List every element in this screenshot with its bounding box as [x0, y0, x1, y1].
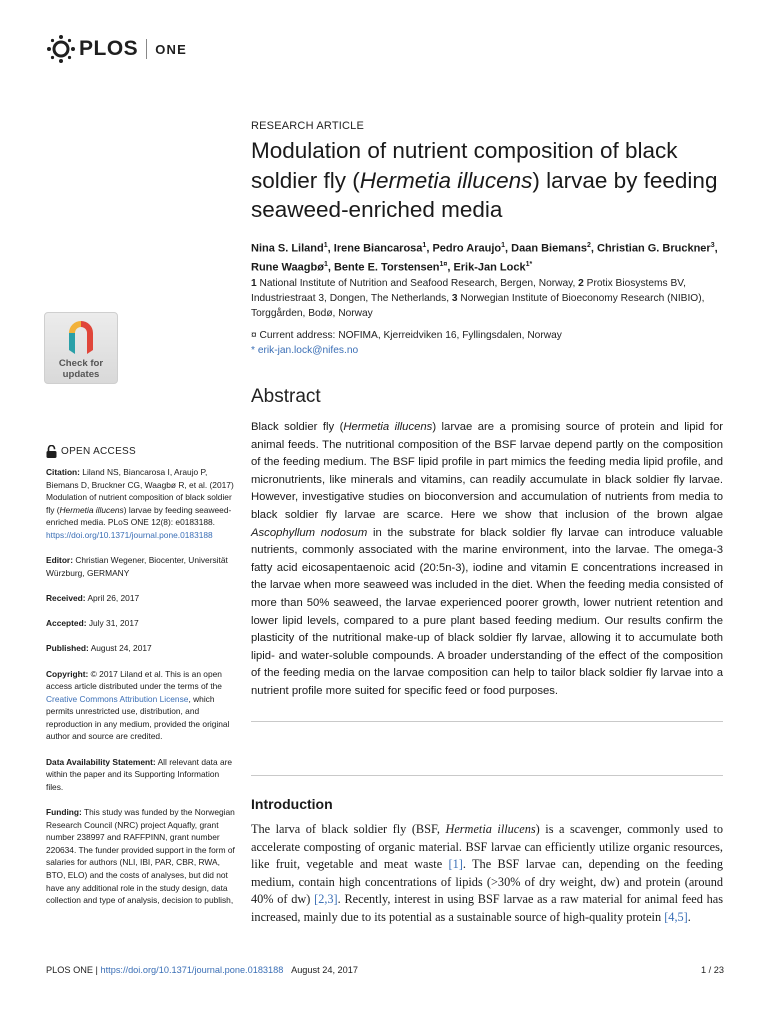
citation — [46, 466, 236, 542]
author-name[interactable]: Bente E. Torstensen — [333, 261, 440, 274]
author-affiliation-marker: 2 — [586, 242, 591, 249]
editor-label: Editor: — [46, 555, 73, 566]
current-address — [251, 329, 731, 344]
affiliation-text: Protix Biosystems BV, Industriestraat 3, Dongen, The Netherlands, — [251, 278, 686, 304]
reference-link[interactable]: [2,3] — [314, 892, 338, 906]
abstract-species: Hermetia illucens — [343, 421, 433, 433]
title-species: Hermetia illucens — [359, 167, 533, 193]
article-title — [251, 136, 731, 225]
author-affiliation-marker: 1 — [323, 260, 328, 268]
affiliation-number: 2 — [578, 278, 584, 289]
author-affiliation-marker: 1¤ — [439, 260, 448, 268]
accepted — [46, 617, 236, 630]
open-access-label — [46, 445, 136, 458]
copyright-text: © 2017 Liland et al. This is an open access article distributed under the terms of the — [46, 668, 222, 692]
intro-text: The larva of black soldier fly (BSF, — [251, 822, 446, 836]
footer-date: August 24, 2017 — [291, 965, 358, 975]
abstract-text: ) larvae are a promising source of protein and lipid for animal feeds. The nutritional composition of the BSF larvae depend partly on the composition of the feeding medium. The BSF lipid profile in part mimics the feeding media lipid profile, and micronutrients, like minerals and vitamins, can readily accumulate in black soldier fly larvae. However, investigative studies on bioconversion and accumulation of nutrients from media to black soldier fly larvae are scarce. Here we show that inclusion of the brown algae — [251, 421, 723, 521]
received — [46, 592, 236, 605]
citation-text: ) larvae by feeding seaweed-enriched media. PLoS ONE 12(8): e0183188. — [46, 504, 232, 528]
open-lock-icon — [46, 445, 57, 458]
section-divider — [251, 721, 723, 722]
copyright-label: Copyright: — [46, 668, 89, 679]
footer-doi-link[interactable]: https://doi.org/10.1371/journal.pone.0183188 — [100, 965, 284, 975]
author-notes — [251, 329, 731, 358]
abstract-body — [251, 419, 723, 701]
intro-species: Hermetia illucens — [445, 822, 536, 836]
affiliation-text: Norwegian Institute of Bioeconomy Research (NIBIO), Torggården, Bodø, Norway — [251, 292, 705, 319]
data-availability-label: Data Availability Statement: — [46, 756, 156, 767]
logo-divider — [146, 39, 147, 59]
accepted-label: Accepted: — [46, 618, 87, 629]
author-name[interactable]: Erik-Jan Lock — [453, 261, 526, 274]
reference-link[interactable]: [4,5] — [664, 909, 688, 924]
received-label: Received: — [46, 592, 86, 603]
reference-link[interactable]: [1] — [448, 857, 463, 871]
affiliation-number: 1 — [251, 278, 257, 289]
affiliations — [251, 277, 731, 321]
check-for-updates-icon — [66, 318, 96, 356]
editor-text: Christian Wegener, Biocenter, Universität Würzburg, GERMANY — [46, 555, 228, 578]
current-address-symbol: ¤ — [251, 330, 257, 341]
introduction-heading: Introduction — [251, 796, 333, 812]
license-link[interactable]: Creative Commons Attribution License — [46, 693, 189, 704]
abstract-heading: Abstract — [251, 386, 321, 407]
author-affiliation-marker: 1 — [323, 242, 328, 249]
author-name[interactable]: Irene Biancarosa — [333, 242, 423, 255]
funding — [46, 806, 236, 907]
article-info-sidebar — [46, 466, 236, 919]
check-for-updates-badge[interactable] — [44, 312, 118, 384]
badge-line2: updates — [62, 369, 100, 380]
citation-text: Liland NS, Biancarosa I, Araujo P, Biemans D, Bruckner CG, Waagbø R, et al. (2017) Modulation of nutrient composition of black soldier fly ( — [46, 467, 234, 515]
footer-separator: | — [95, 965, 98, 975]
article-type: RESEARCH ARTICLE — [251, 120, 365, 132]
published-label: Published: — [46, 643, 89, 654]
affiliation-number: 3 — [451, 292, 458, 304]
accepted-date: July 31, 2017 — [88, 618, 139, 629]
badge-label — [45, 358, 117, 380]
abstract-species: Ascophyllum nodosum — [251, 526, 368, 539]
correspondence — [251, 344, 731, 359]
page-number: 1 / 23 — [701, 965, 724, 975]
author-list: Nina S. Liland$^1$, Irene Biancarosa$^1$, Pedro Araujo$^1$, Daan Biemans$^2$, Christian G. Bruckner$^3$, Rune Waagbø$^1$, Bente E. Torstensen$^{1¤}$, Erik-Jan Lock$^{1*}$ — [251, 242, 718, 274]
author-name[interactable]: Nina S. Liland — [251, 242, 324, 255]
funding-text: This study was funded by the Norwegian Research Council (NRC) project Aquafly, grant number 238997 and RAFFPINN, grant number 220634. The funder provided support in the form of salaries for authors (NLI, IBI, PAR, CBR, RWA, BTO, ELO) and the costs of analyses, but did not have any additional role in the study design, data collection and type of analysis, decision to publish, — [46, 807, 235, 906]
author-name[interactable]: Rune Waagbø — [251, 261, 324, 274]
journal-logo[interactable] — [46, 34, 187, 64]
intro-text: . The BSF larvae can, depending on the feeding medium, contain high concentrations of lipids (>30% of dry weight, dw) and protein (around 40% of dw) — [251, 857, 724, 906]
published — [46, 642, 236, 655]
open-access-text: OPEN ACCESS — [61, 446, 136, 457]
author-name[interactable]: Pedro Araujo — [432, 242, 502, 255]
badge-line1: Check for — [58, 358, 104, 369]
intro-text: . Recently, interest in using BSF larvae as a raw material for animal feed has increased, mainly due to its potential as a sustainable source of high-quality protein — [251, 892, 723, 924]
introduction-body — [251, 821, 723, 926]
author-affiliation-marker: 1 — [501, 242, 506, 249]
author-affiliation-marker: 3 — [710, 242, 715, 249]
citation-label: Citation: — [46, 467, 80, 477]
copyright — [46, 668, 236, 744]
section-divider — [251, 775, 723, 776]
author-affiliation-marker: 1* — [525, 260, 533, 268]
copyright-text: , which permits unrestricted use, distribution, and reproduction in any medium, provided the original author and source are credited. — [46, 693, 230, 742]
correspondence-email-link[interactable]: erik-jan.lock@nifes.no — [257, 344, 359, 356]
correspondence-symbol: * — [251, 344, 255, 356]
abstract-text: in the substrate for black soldier fly larvae can introduce valuable nutrients, commonly associated with the marine environment, into the larvae. The omega-3 fatty acid eicosapentaenoic acid (20:5n-3), iodine and vitamin E concentrations increased in the larvae when more seaweed was included in the diet. When the feeding media consisted of more than 50% seaweed, the larvae experienced poorer growth, lower nutrient retention and lower lipid levels, compared to a pure plant based feeding medium. Our results confirm the plasticity of the nutritional make-up of black soldier fly larvae, allowing it to accumulate both lipid- and water-soluble compounds. A broader understanding of the effect of the composition of the feeding media on the larvae composition can help to tailor black soldier fly larvae into a nutrient profile more suited for specific feed or food purposes. — [251, 526, 723, 697]
author-name[interactable]: Daan Biemans — [511, 242, 587, 255]
logo-subtext: ONE — [155, 41, 187, 57]
citation-doi-link[interactable]: https://doi.org/10.1371/journal.pone.0183188 — [46, 529, 213, 540]
intro-text: . — [687, 909, 691, 924]
editor — [46, 554, 236, 579]
page-footer — [46, 965, 724, 975]
current-address-text: Current address: NOFIMA, Kjerreidviken 16, Fyllingsdalen, Norway — [259, 330, 562, 341]
logo-text: PLOS — [79, 37, 139, 60]
author-affiliation-marker: 1 — [422, 242, 427, 249]
data-availability — [46, 756, 236, 794]
author-name[interactable]: Christian G. Bruckner — [597, 242, 711, 255]
published-date: August 24, 2017 — [90, 643, 152, 654]
citation-species: Hermetia illucens — [59, 504, 124, 515]
plos-logo-icon — [46, 34, 76, 64]
affiliation-text: National Institute of Nutrition and Seafood Research, Bergen, Norway, — [259, 278, 576, 289]
abstract-text: Black soldier fly ( — [251, 421, 344, 433]
data-availability-text: All relevant data are within the paper and its Supporting Information files. — [46, 756, 233, 792]
title-part: ) larvae by feeding seaweed-enriched media — [251, 167, 718, 222]
funding-label: Funding: — [46, 807, 82, 818]
footer-journal: PLOS ONE — [46, 965, 93, 975]
intro-text: ) is a scavenger, commonly used to accelerate composting of organic material. BSF larvae can efficiently utilize organic resources, like fruit, vegetable and meat waste — [251, 822, 723, 871]
received-date: April 26, 2017 — [87, 592, 140, 603]
title-part: Modulation of nutrient composition of black soldier fly ( — [251, 138, 678, 193]
